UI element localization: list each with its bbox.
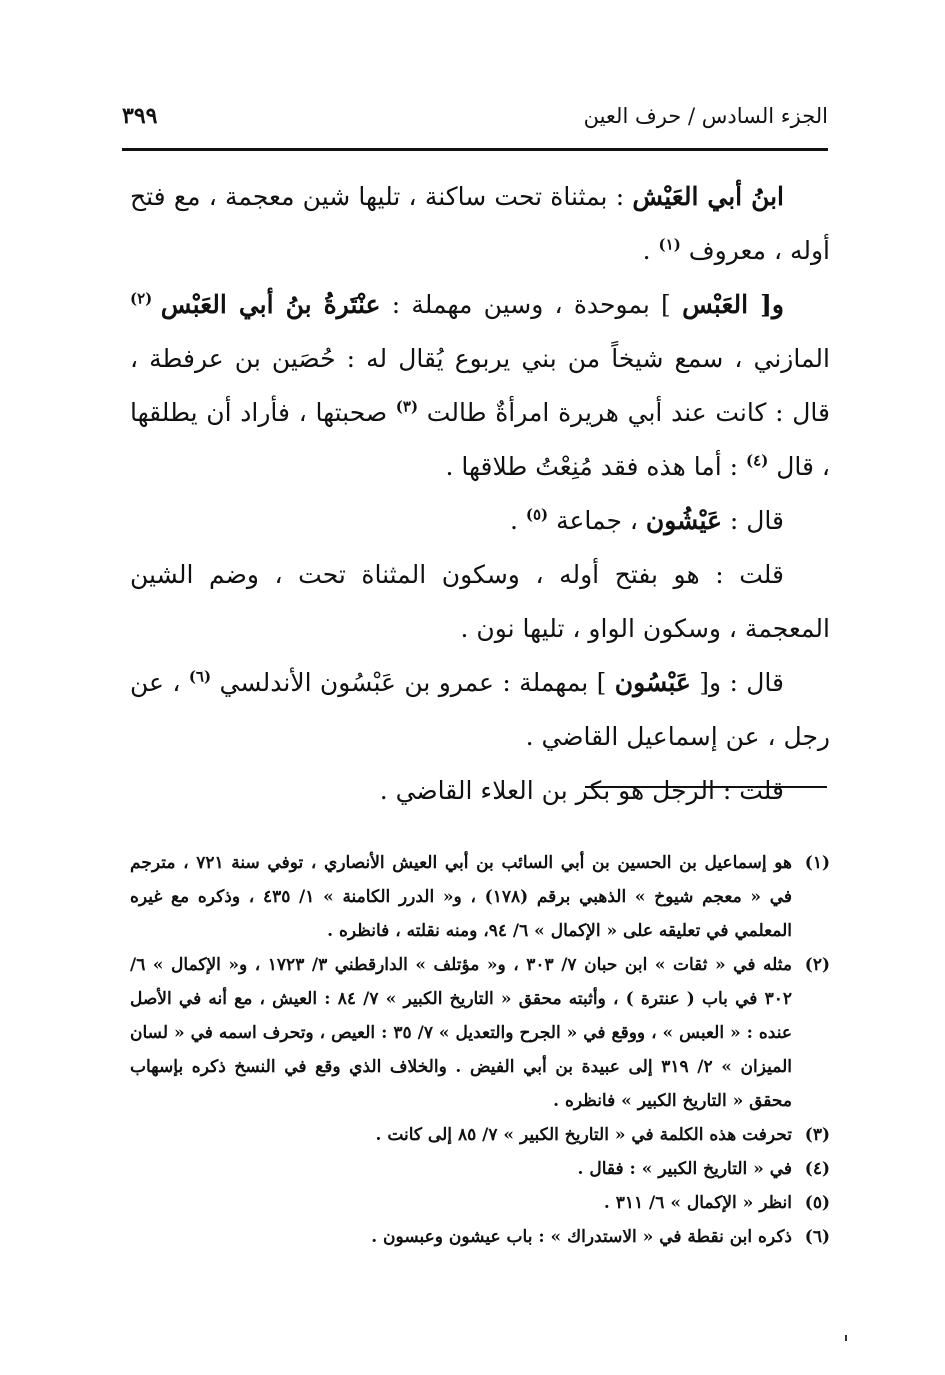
footnote-ref: (١) [658,235,681,254]
entry-text: قال : و[ [690,668,785,697]
footnote-4 [130,1152,830,1186]
comment-ayshun: قلت : هو بفتح أوله ، وسكون المثناة تحت ، وضم الشين المعجمة ، وسكون الواو ، تليها نون . [130,560,830,643]
entry-absun [130,656,830,764]
entry-term: عَبْسُون [614,668,691,697]
footnote-ref: (٢) [130,289,161,308]
footnote-text: انظر « الإكمال » ٦/ ٣١١ . [603,1193,792,1213]
entry-term: ابنُ أبي العَيْش [632,182,785,211]
entry-text: ] بمهملة : عمرو بن عَبْسُون الأندلسي [211,668,615,697]
footnote-text: في « التاريخ الكبير » : فقال . [577,1159,792,1179]
footnote-6 [130,1220,830,1254]
entry-text: . [509,506,526,535]
entry-text: صحبتها ، فأراد أن يطلقها ، قال [130,398,830,481]
footnote-number: (١) [804,853,830,873]
entry-text: ، جماعة [548,506,646,535]
page-number: ٣٩٩ [122,103,158,129]
entry-ayshun [130,494,830,548]
footnote-ref: (٥) [525,505,549,524]
footnote-number: (٢) [804,955,830,975]
footnote-text: تحرفت هذه الكلمة في « التاريخ الكبير » ٧/ ٨٥ إلى كانت . [375,1125,792,1145]
entry-text: قال : [721,506,784,535]
entry-text: و[ [748,290,785,319]
footnote-1 [130,846,830,948]
footnote-number: (٦) [804,1227,830,1247]
entry-text: . [642,236,659,265]
footnote-ref: (٤) [746,451,769,470]
footnote-number: (٥) [804,1193,830,1213]
footnotes [130,846,830,1254]
footnote-number: (٣) [804,1125,830,1145]
main-text [130,170,830,818]
comment-absun: قلت : الرجل هو بكر بن العلاء القاضي . [379,776,784,805]
entry-text: : بمثناة تحت ساكنة ، تليها شين معجمة ، مع فتح أوله ، معروف [130,182,830,265]
page-header [122,96,828,136]
scan-mark [845,1335,847,1341]
footnote-number: (٤) [804,1159,830,1179]
footnote-text: ذكره ابن نقطة في « الاستدراك » : باب عيشون وعبسون . [371,1227,792,1247]
running-title: الجزء السادس / حرف العين [583,104,828,128]
footnote-2 [130,948,830,1118]
entry-ibn-abi-al-aysh [130,170,830,278]
entry-term: عَيْشُون [645,506,722,535]
footnote-5 [130,1186,830,1220]
footnote-rule [585,786,827,788]
footnote-text: هو إسماعيل بن الحسين بن أبي السائب بن أبي العيش الأنصاري ، توفي سنة ٧٢١ ، مترجم في « معجم شيوخ » الذهبي برقم (١٧٨) ، و« الدرر الكامنة » ١/ ٤٣٥ ، وذكره مع غيره المعلمي في تعليقه على « الإكمال » ٦/ ٩٤، ومنه نقلته ، فانظره . [130,853,792,941]
entry-al-abs [130,278,830,494]
entry-term: عنْتَرةُ بنُ أبي العَبْس [160,290,381,319]
footnote-text: مثله في « ثقات » ابن حبان ٧/ ٣٠٣ ، و« مؤتلف » الدارقطني ٣/ ١٧٢٣ ، و« الإكمال » ٦/ ٣٠٢ في باب ( عنترة ) ، وأثبته محقق « التاريخ الكبير » ٧/ ٨٤ : العيش ، مع أنه في الأصل عنده : « العبس » ، ووقع في « الجرح والتعديل » ٧/ ٣٥ : العيص ، وتحرف اسمه في « لسان الميزان » ٢/ ٣١٩ إلى عبيدة بن أبي الفيض . والخلاف الذي وقع في النسخ ذكره بإسهاب محقق « التاريخ الكبير » فانظره . [130,955,792,1111]
entry-text: ، عن رجل ، عن إسماعيل القاضي . [130,668,830,751]
entry-text: : أما هذه فقد مُنِعْتُ طلاقها . [445,452,747,481]
entry-term: العَبْس [682,290,749,319]
footnote-3 [130,1118,830,1152]
footnote-ref: (٣) [395,397,419,416]
entry-text: المازني ، سمع شيخاً من بني يربوع يُقال له : حُصَين بن عرفطة ، قال : كانت عند أبي هريرة امرأةٌ طالت [130,344,830,427]
footnote-ref: (٦) [188,667,212,686]
header-rule [122,148,828,151]
entry-text: ] بموحدة ، وسين مهملة : [380,290,683,319]
